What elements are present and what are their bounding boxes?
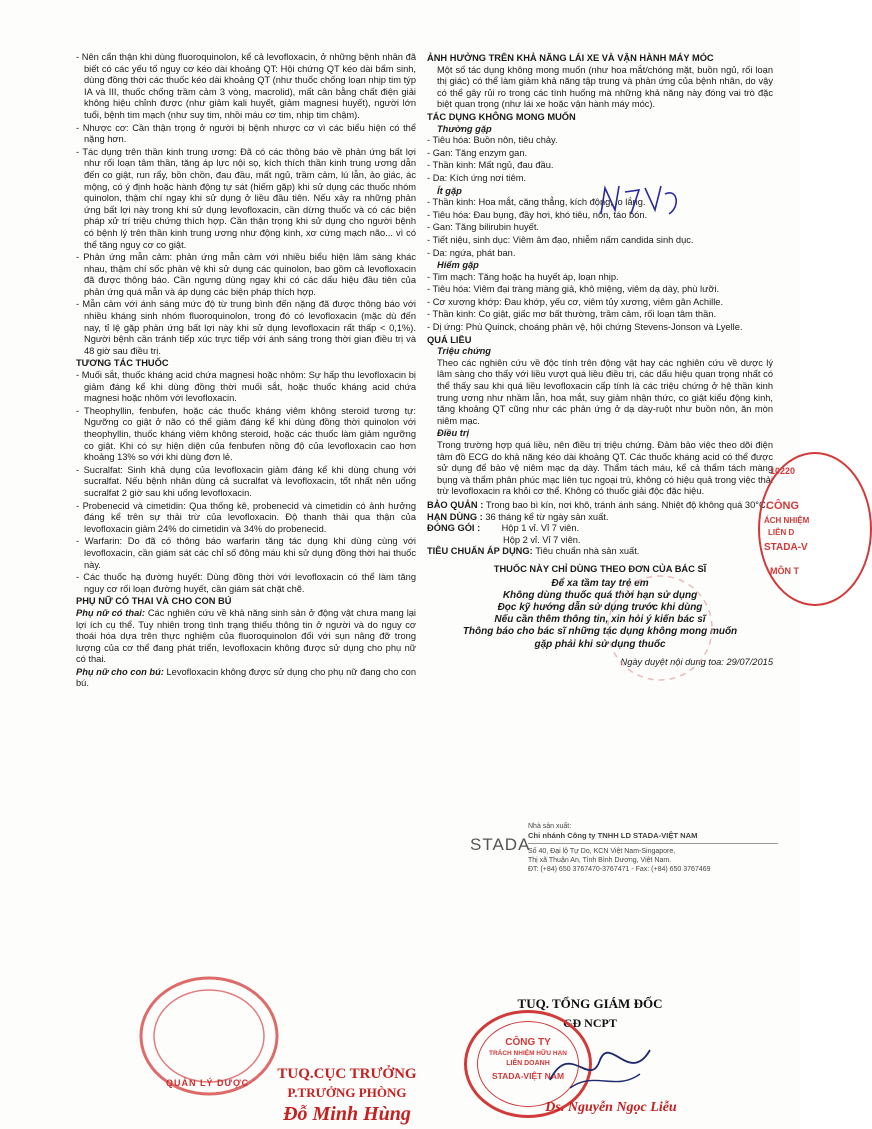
warning-ask-doctor: Nếu cần thêm thông tin, xin hỏi ý kiến bác sĩ — [494, 614, 706, 626]
rare-heading: Hiếm gặp — [437, 260, 479, 271]
lactation-text — [76, 667, 416, 690]
manufacturer-label: Nhà sản xuất: — [528, 823, 572, 830]
lactation-body: Levofloxacin không được sử dụng cho phụ nữ đang cho con bú. — [76, 666, 416, 689]
rare-item: - Thần kinh: Co giật, giấc mơ bất thường, trầm cảm, rối loạn tâm thần. — [427, 309, 773, 321]
edge-stamp-text: ÁCH NHIỆM — [764, 516, 810, 525]
common-item: - Thần kinh: Mất ngủ, đau đầu. — [427, 160, 773, 172]
edge-stamp-text: MÔN T — [770, 566, 799, 576]
handwritten-initials — [595, 180, 685, 222]
treatment-text: Trong trường hợp quá liều, nên điều trị triệu chứng. Đảm bảo việc theo dõi điện tâm đồ ECG do khả năng kéo dài khoảng QT. Các thuốc kháng acid có thể được sử dụng để bảo vệ niêm mạc dạ dày. Thẩm tách máu, kể cả thẩm tách màng bụng và thẩm phân phúc mạc liên tục ngoại trú, không có hiệu quả trong việc thải trừ levofloxacin ra khỏi cơ thể. Không có thuốc giải độc đặc hiệu. — [437, 440, 773, 497]
manufacturer-divider — [528, 842, 778, 844]
rx-notice: THUỐC NÀY CHỈ DÙNG THEO ĐƠN CỦA BÁC SĨ — [493, 563, 707, 574]
pack-label: ĐÓNG GÓI : — [427, 523, 481, 534]
overdose-heading: QUÁ LIỀU — [427, 334, 472, 345]
cns-warning: - Tác dụng trên thần kinh trung ương: Đã có các thông báo về phản ứng bất lợi như rối loạn tâm thần, tăng áp lực nội sọ, kích thích thần kinh trung ương dẫn đến co giật, run rẩy, bồn chồn, đau đầu, mất ngủ, trầm cảm, lú lẫn, ảo giác, ác mộng, có ý định hoặc hành động tự sát (hiếm gặp) khi sử dụng các thuốc nhóm quinolon, thậm chí ngay khi sử dụng ở liều đầu tiên. Nếu xảy ra những phản ứng bất lợi này trong khi sử dụng levofloxacin, cần dừng thuốc và có các biện pháp xử trí triệu chứng thích hợp. Cần thận trọng khi sử dụng cho người bệnh có bệnh lý trên thần kinh trung ương như động kinh, xơ cứng mạch não... vì có thể tăng nguy cơ co giật. — [76, 147, 416, 251]
standard-value: Tiêu chuẩn nhà sản xuất. — [535, 546, 640, 557]
right-signature-name: Ds. Nguyễn Ngọc Liễu — [545, 1100, 677, 1115]
myasthenia-warning: - Nhược cơ: Cần thận trọng ở người bị bệnh nhược cơ vì các biểu hiện có thể nặng hơn. — [76, 123, 416, 146]
warning-children: Để xa tầm tay trẻ em — [551, 577, 649, 589]
pack-value-2: Hộp 2 vỉ. Vỉ 7 viên. — [503, 534, 581, 545]
pack-row — [427, 523, 773, 535]
common-item: - Tiêu hóa: Buồn nôn, tiêu chảy. — [427, 135, 773, 147]
qt-warning: - Nên cẩn thận khi dùng fluoroquinolon, kể cả levofloxacin, ở những bệnh nhân đã biết có các yếu tố nguy cơ kéo dài khoảng QT: Hội chứng QT kéo dài bẩm sinh, dùng đồng thời các thuốc kéo dài khoảng QT (như thuốc chống loạn nhịp tim týp IA và III, thuốc chống trầm cảm 3 vòng, macrolid), mất cân bằng chất điện giải không hiệu chỉnh được (như giảm kali huyết, giảm magnesi huyết), người lớn tuổi, bệnh tim mạch (như suy tim, nhồi máu cơ tim, nhịp tim chậm). — [76, 52, 416, 122]
uncommon-item: - Da: ngứa, phát ban. — [427, 248, 773, 260]
rare-item: - Tiêu hóa: Viêm đại tràng màng giả, khô miệng, viêm dạ dày, phù lưỡi. — [427, 284, 773, 296]
storage-row — [427, 500, 773, 512]
common-heading: Thường gặp — [437, 123, 492, 134]
right-signature-scribble — [540, 1030, 660, 1100]
rare-item: - Tim mạch: Tăng hoặc hạ huyết áp, loạn nhịp. — [427, 272, 773, 284]
edge-stamp-number: 10220 — [770, 466, 796, 476]
manufacturer-address-2: Thị xã Thuận An, Tỉnh Bình Dương, Việt Nam. — [528, 857, 672, 864]
right-signature-title-1: TUQ. TỔNG GIÁM ĐỐC — [517, 996, 663, 1011]
uncommon-item: - Tiêu hóa: Đau bụng, đầy hơi, khó tiêu, nôn, táo bón. — [427, 210, 773, 222]
warning-report-2: gặp phải khi sử dụng thuốc — [534, 638, 666, 650]
manufacturer-phone: ĐT: (+84) 650 3767470-3767471 - Fax: (+84) 650 3767469 — [528, 866, 711, 873]
manufacturer-info — [528, 822, 778, 874]
pack-value-1: Hộp 1 vỉ. Vỉ 7 viên. — [501, 523, 580, 534]
faint-stamp-arc — [600, 568, 720, 688]
warning-expiry: Không dùng thuốc quá thời hạn sử dụng — [502, 589, 698, 601]
company-stamp-line-3: LIÊN DOANH — [506, 1060, 550, 1067]
company-stamp-line-2: TRÁCH NHIỆM HỮU HẠN — [489, 1050, 567, 1057]
manufacturer-name: Chi nhánh Công ty TNHH LD STADA-VIỆT NAM — [528, 831, 698, 840]
pregnancy-body: Các nghiên cứu về khả năng sinh sản ở động vật chưa mang lại lợi ích cụ thể. Tuy nhiên trong tình trạng thiếu thông tin ở người và do nguy cơ thoái hóa dựa trên thực nghiệm của fluoroquinolon đối với sụn nâng đỡ trong lượng của cơ thể đang phát triển, levofloxacin không được sử dụng cho phụ nữ có thai. — [76, 607, 416, 665]
uncommon-heading: Ít gặp — [437, 185, 462, 196]
pregnancy-label: Phụ nữ có thai: — [76, 607, 145, 618]
pack-row-2 — [427, 535, 773, 547]
interaction-warfarin: - Warfarin: Do đã có thông báo warfarin tăng tác dụng khi dùng cùng với levofloxacin, cần giám sát các chỉ số đông máu khi sử dụng đồng thời hai thuốc này. — [76, 536, 416, 571]
uncommon-item: - Gan: Tăng bilirubin huyết. — [427, 222, 773, 234]
warning-read: Đọc kỹ hướng dẫn sử dụng trước khi dùng — [497, 601, 703, 613]
pack-spacer — [427, 535, 503, 547]
shelf-life-label: HẠN DÙNG : — [427, 511, 483, 522]
driving-text: Một số tác dụng không mong muốn (như hoa mắt/chóng mặt, buồn ngủ, rối loạn thị giác) có thể làm giảm khả năng tập trung và phản ứng của bệnh nhân, do vậy có thể gây rủi ro trong các tình huống mà những khả năng này đóng vai trò đặc biệt quan trọng (như lái xe hoặc vận hành máy móc). — [437, 64, 773, 110]
standard-row — [427, 546, 773, 558]
uncommon-item: - Thần kinh: Hoa mắt, căng thẳng, kích động, lo lắng. — [427, 197, 773, 209]
pregnancy-heading: PHỤ NỮ CÓ THAI VÀ CHO CON BÚ — [76, 596, 232, 607]
manufacturer-address-1: Số 40, Đại lộ Tự Do, KCN Việt Nam-Singapore, — [528, 848, 676, 855]
storage-label: BẢO QUẢN : — [427, 499, 484, 510]
treatment-heading: Điều trị — [437, 428, 470, 439]
company-stamp-line-1: CÔNG TY — [505, 1037, 551, 1048]
edge-stamp-text: CÔNG — [766, 500, 799, 512]
edge-stamp — [758, 452, 872, 606]
interactions-heading: TƯƠNG TÁC THUỐC — [76, 358, 169, 369]
interaction-iron: - Muối sắt, thuốc kháng acid chứa magnesi hoặc nhôm: Sự hấp thu levofloxacin bị giảm đáng kể khi dùng đồng thời muối sắt, hoặc thuốc kháng acid chứa magnesi hoặc nhôm với levofloxacin. — [76, 370, 416, 405]
left-signature-block — [262, 1066, 432, 1126]
common-item: - Da: Kích ứng nơi tiêm. — [427, 173, 773, 185]
left-signature-title-1: TUQ.CỤC TRƯỞNG — [277, 1066, 417, 1082]
stada-logo: STADA — [470, 835, 531, 854]
storage-value: Trong bao bì kín, nơi khô, tránh ánh sáng. Nhiệt độ không quá 30°C. — [485, 499, 769, 510]
left-column — [76, 52, 416, 691]
interaction-sucralfat: - Sucralfat: Sinh khả dụng của levofloxacin giảm đáng kể khi dùng chung với sucralfat. Nếu bệnh nhân dùng cả sucralfat và levofloxacin, tốt nhất nên uống sucralfat 2 giờ sau khi uống levofloxacin. — [76, 465, 416, 500]
approval-date: Ngày duyệt nội dung toa: 29/07/2015 — [620, 656, 773, 667]
left-signature-title-2: P.TRƯỞNG PHÒNG — [287, 1085, 407, 1100]
common-item: - Gan: Tăng enzym gan. — [427, 148, 773, 160]
interaction-theophyllin: - Theophyllin, fenbufen, hoặc các thuốc kháng viêm không steroid tương tự: Ngưỡng co giật ở não có thể giảm đáng kể khi dùng đồng thời quinolon với theophyllin, thuốc kháng viêm không steroid, hoặc các thuốc làm giảm ngưỡng co giật. Khi có sự hiện diện của fenbufen nồng độ của levofloxacin cao hơn khoảng 13% so với khi dùng đơn lẻ. — [76, 406, 416, 464]
standard-label: TIÊU CHUẨN ÁP DỤNG: — [427, 546, 533, 557]
rare-item: - Dị ứng: Phù Quinck, choáng phản vệ, hội chứng Stevens-Jonson và Lyelle. — [427, 322, 773, 334]
pregnancy-text — [76, 608, 416, 666]
rare-item: - Cơ xương khớp: Đau khớp, yếu cơ, viêm tủy xương, viêm gân Achille. — [427, 297, 773, 309]
company-stamp-line-4: STADA-VIỆT NAM — [491, 1071, 565, 1081]
adverse-heading: TÁC DỤNG KHÔNG MONG MUỐN — [427, 111, 576, 122]
uncommon-item: - Tiết niệu, sinh dục: Viêm âm đạo, nhiễm nấm candida sinh dục. — [427, 235, 773, 247]
lactation-label: Phụ nữ cho con bú: — [76, 666, 164, 677]
right-signature-title-2: GĐ NCPT — [563, 1016, 617, 1030]
interaction-probenecid: - Probenecid và cimetidin: Qua thống kê, probenecid và cimetidin có ảnh hưởng đáng kể trên sự thải trừ của levofloxacin. Độ thanh thải qua thận của levofloxacin giảm 24% do cimetidin và 34% do probenecid. — [76, 501, 416, 536]
drug-admin-stamp-text: QUẢN LÝ DƯỢC — [166, 1078, 250, 1088]
shelf-life-value: 36 tháng kể từ ngày sản xuất. — [485, 511, 609, 522]
hypersensitivity-warning: - Phản ứng mẫn cảm: phản ứng mẫn cảm với nhiều biểu hiện lâm sàng khác nhau, thậm chí sốc phản vệ khi sử dụng các quinolon, bao gồm cả levofloxacin đã được thông báo. Cần ngưng dùng ngay khi có các dấu hiệu đầu tiên của phản ứng quá mẫn và áp dụng các biện pháp thích hợp. — [76, 252, 416, 298]
warning-report: Thông báo cho bác sĩ những tác dụng không mong muốn — [462, 626, 738, 638]
symptoms-heading: Triệu chứng — [437, 346, 491, 357]
driving-heading: ẢNH HƯỞNG TRÊN KHẢ NĂNG LÁI XE VÀ VẬN HÀNH MÁY MÓC — [427, 53, 714, 63]
left-signature-name: Đỗ Minh Hùng — [283, 1103, 411, 1125]
shelf-life-row — [427, 512, 773, 524]
symptoms-text: Theo các nghiên cứu về độc tính trên động vật hay các nghiên cứu về dược lý lâm sàng cho thấy với liều vượt quá liều điều trị, các dấu hiệu quan trọng nhất có thể thấy sau khi quá liều levofloxacin cấp tính là các triệu chứng ở hệ thần kinh trung ương như nhầm lẫn, hoa mắt, suy giảm nhận thức, co giật kiểu động kinh, tăng khoảng QT cũng như các phản ứng ở dạ dày-ruột như buồn nôn, ăn mòn niêm mạc. — [437, 357, 773, 426]
edge-stamp-text: LIÊN D — [768, 528, 795, 537]
interaction-hypoglycemic: - Các thuốc hạ đường huyết: Dùng đồng thời với levofloxacin có thể làm tăng nguy cơ rối loạn đường huyết, cần giám sát chặt chẽ. — [76, 572, 416, 595]
edge-stamp-text: STADA-V — [764, 542, 808, 553]
photosensitivity-warning: - Mẫn cảm với ánh sáng mức độ từ trung bình đến nặng đã được thông báo với nhiều kháng sinh nhóm fluoroquinolon, trong đó có levofloxacin (mặc dù đến nay, tỉ lệ gặp phản ứng bất lợi này khi sử dụng levofloxacin rất thấp < 0,1%). Người bệnh cần tránh tiếp xúc trực tiếp với ánh sáng trong thời gian điều trị và 48 giờ sau điều trị. — [76, 299, 416, 357]
